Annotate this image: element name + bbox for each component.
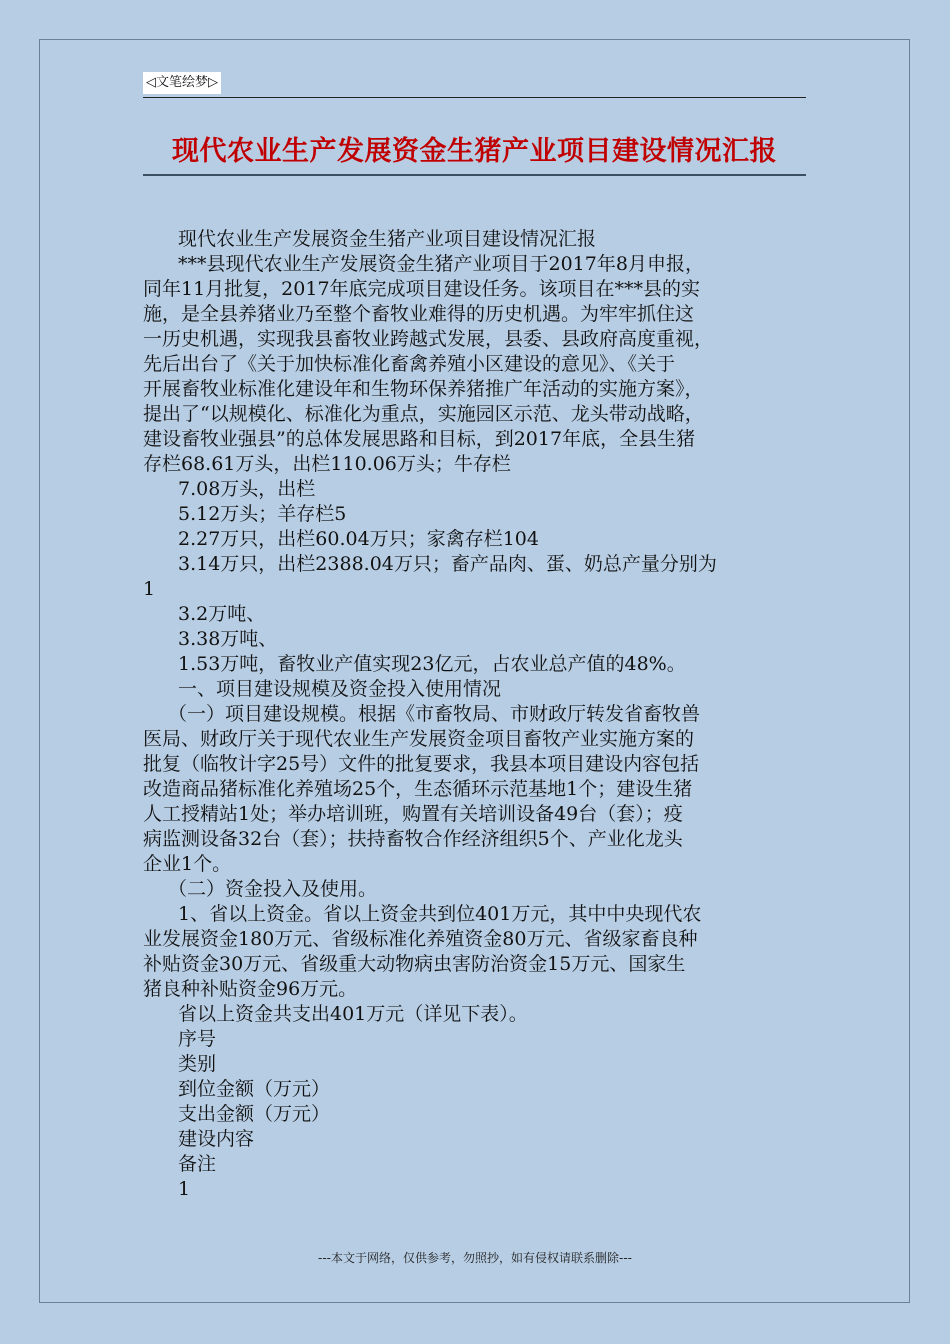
body-line: 人工授精站1处；举办培训班，购置有关培训设备49台（套）；疫 <box>143 803 683 825</box>
body-line: 现代农业生产发展资金生猪产业项目建设情况汇报 <box>178 228 597 250</box>
body-line: 先后出台了《关于加快标准化畜禽养殖小区建设的意见》、《关于 <box>143 353 676 375</box>
body-line: 1.53万吨，畜牧业产值实现23亿元，占农业总产值的48%。 <box>178 653 686 675</box>
body-line: 病监测设备32台（套）；扶持畜牧合作经济组织5个、产业化龙头 <box>143 828 683 850</box>
body-line: 业发展资金180万元、省级标准化养殖资金80万元、省级家畜良种 <box>143 928 698 950</box>
body-line: 7.08万头，出栏 <box>178 478 316 500</box>
body-line: 改造商品猪标准化养殖场25个，生态循环示范基地1个；建设生猪 <box>143 778 693 800</box>
body-line: 2.27万只，出栏60.04万只；家禽存栏104 <box>178 528 539 550</box>
body-line: 省以上资金共支出401万元（详见下表）。 <box>178 1003 528 1025</box>
body-line: 3.2万吨、 <box>178 603 266 625</box>
body-line: 提出了“以规模化、标准化为重点，实施园区示范、龙头带动战略， <box>143 403 704 425</box>
table-cell: 到位金额（万元） <box>178 1078 331 1100</box>
body-line: 5.12万头；羊存栏5 <box>178 503 347 525</box>
body-line: 1 <box>143 578 156 600</box>
table-cell: 建设内容 <box>178 1128 255 1150</box>
body-line: 医局、财政厅关于现代农业生产发展资金项目畜牧产业实施方案的 <box>143 728 695 750</box>
table-cell: 支出金额（万元） <box>178 1103 331 1125</box>
document-title: 现代农业生产发展资金生猪产业项目建设情况汇报 <box>172 136 777 167</box>
body-line: （一）项目建设规模。根据《市畜牧局、市财政厅转发省畜牧兽 <box>168 703 701 725</box>
header-rule <box>143 97 806 98</box>
header-badge: ◁文笔绘梦▷ <box>143 72 221 94</box>
body-line: 批复（临牧计字25号）文件的批复要求，我县本项目建设内容包括 <box>143 753 700 775</box>
body-line: 一历史机遇，实现我县畜牧业跨越式发展，县委、县政府高度重视， <box>143 328 714 350</box>
body-line: ***县现代农业生产发展资金生猪产业项目于2017年8月申报， <box>178 253 704 275</box>
body-line: 存栏68.61万头，出栏110.06万头；牛存栏 <box>143 453 511 475</box>
body-line: 开展畜牧业标准化建设年和生物环保养猪推广年活动的实施方案》， <box>143 378 704 400</box>
body-line: 1、省以上资金。省以上资金共到位401万元，其中中央现代农 <box>178 903 702 925</box>
table-cell: 类别 <box>178 1053 217 1075</box>
table-cell: 序号 <box>178 1028 217 1050</box>
body-line: 建设畜牧业强县”的总体发展思路和目标，到2017年底，全县生猪 <box>143 428 696 450</box>
body-line: 企业1个。 <box>143 853 232 875</box>
body-line: 猪良种补贴资金96万元。 <box>143 978 358 1000</box>
body-line: 施，是全县养猪业乃至整个畜牧业难得的历史机遇。为牢牢抓住这 <box>143 303 695 325</box>
title-rule <box>143 174 806 176</box>
footer-disclaimer: ---本文于网络，仅供参考，勿照抄，如有侵权请联系删除--- <box>318 1251 632 1265</box>
table-cell: 1 <box>178 1178 191 1200</box>
document-body <box>143 227 806 1202</box>
body-line: 同年11月批复，2017年底完成项目建设任务。该项目在***县的实 <box>143 278 701 300</box>
body-line: （二）资金投入及使用。 <box>168 878 378 900</box>
body-line: 3.38万吨、 <box>178 628 278 650</box>
table-cell: 备注 <box>178 1153 217 1175</box>
body-line: 补贴资金30万元、省级重大动物病虫害防治资金15万元、国家生 <box>143 953 686 975</box>
section-heading: 一、项目建设规模及资金投入使用情况 <box>178 678 502 700</box>
body-line: 3.14万只，出栏2388.04万只；畜产品肉、蛋、奶总产量分别为 <box>178 553 717 575</box>
